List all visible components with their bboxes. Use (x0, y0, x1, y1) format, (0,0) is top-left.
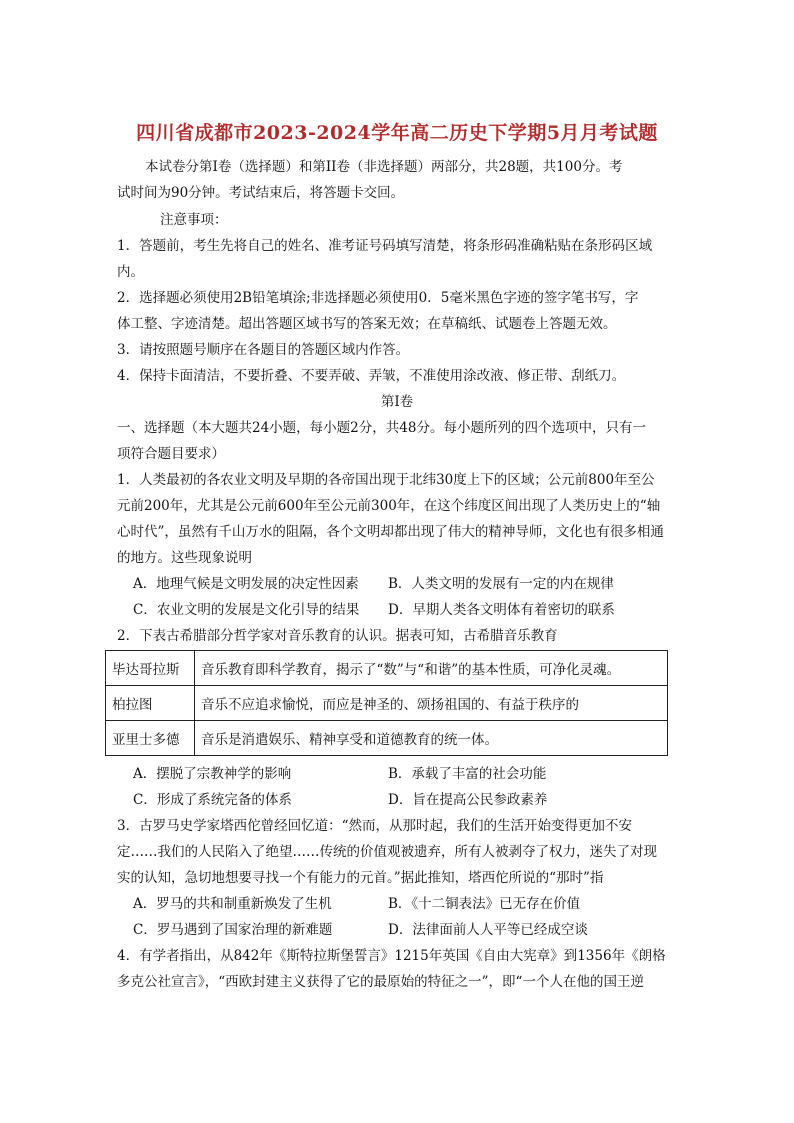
exam-title: 四川省成都市2023-2024学年高二历史下学期5月月考试题 (136, 122, 658, 144)
option-b: B．《十二铜表法》已无存在价值 (388, 896, 581, 912)
notice-item: 1．答题前，考生先将自己的姓名、准考证号码填写清楚，将条形码准确粘贴在条形码区域 (117, 238, 653, 254)
question-4-line: 多克公社宣言》，“西欧封建主义获得了它的最原始的特征之一”，即“一个人在他的国王逆 (117, 974, 644, 990)
intro-line: 试时间为90分钟。考试结束后，将答题卡交回。 (117, 185, 405, 201)
question-2-stem: 2．下表古希腊部分哲学家对音乐教育的认识。据表可知，古希腊音乐教育 (117, 628, 558, 644)
option-c: C．形成了系统完备的体系 (133, 792, 292, 808)
table-row (106, 686, 668, 721)
philosopher-view: 音乐不应追求愉悦，而应是神圣的、颂扬祖国的、有益于秩序的 (195, 686, 668, 721)
philosopher-name: 亚里士多德 (106, 721, 195, 756)
part-heading: 一、选择题（本大题共24小题，每小题2分，共48分。每小题所列的四个选项中，只有一 (117, 420, 646, 436)
option-c: C．罗马遇到了国家治理的新难题 (133, 922, 333, 938)
option-b: B．人类文明的发展有一定的内在规律 (388, 576, 614, 592)
philosopher-name: 柏拉图 (106, 686, 195, 721)
part-heading: 项符合题目要求） (117, 446, 225, 462)
table-row (106, 651, 668, 686)
option-d: D．旨在提高公民参政素养 (388, 792, 548, 808)
option-c: C．农业文明的发展是文化引导的结果 (133, 602, 360, 618)
option-b: B．承载了丰富的社会功能 (388, 766, 547, 782)
notice-item: 2．选择题必须使用2B铅笔填涂;非选择题必须使用0．5毫米黑色字迹的签字笔书写，字 (117, 290, 639, 306)
table-row (106, 721, 668, 756)
question-3-line: 实的认知，急切地想要寻找一个有能力的元首。”据此推知，塔西佗所说的“那时”指 (117, 870, 604, 886)
option-a: A．罗马的共和制重新焕发了生机 (133, 896, 332, 912)
question-3-line: 定……我们的人民陷入了绝望……传统的价值观被遗弃，所有人被剥夺了权力，迷失了对现 (117, 844, 657, 860)
notice-item: 4．保持卡面清洁，不要折叠、不要弄破、弄皱，不准使用涂改液、修正带、刮纸刀。 (117, 368, 626, 384)
option-a: A．地理气候是文明发展的决定性因素 (133, 576, 359, 592)
question-3-line: 3．古罗马史学家塔西佗曾经回忆道：“然而，从那时起，我们的生活开始变得更加不安 (117, 818, 632, 834)
question-1-line: 1．人类最初的各农业文明及早期的各帝国出现于北纬30度上下的区域；公元前800年至公 (117, 472, 655, 488)
intro-line: 本试卷分第I卷（选择题）和第II卷（非选择题）两部分，共28题，共100分。考 (145, 159, 623, 175)
notice-item: 内。 (117, 264, 144, 280)
notice-item: 体工整、字迹清楚。超出答题区域书写的答案无效；在草稿纸、试题卷上答题无效。 (117, 316, 617, 332)
question-1-line: 的地方。这些现象说明 (117, 550, 252, 566)
option-d: D．法律面前人人平等已经成空谈 (388, 922, 588, 938)
question-1-line: 心时代”，虽然有千山万水的阻隔，各个文明却都出现了伟大的精神导师，文化也有很多相通 (117, 524, 664, 540)
philosopher-table (105, 650, 668, 756)
option-d: D．早期人类各文明体有着密切的联系 (388, 602, 615, 618)
philosopher-view: 音乐是消遣娱乐、精神享受和道德教育的统一体。 (195, 721, 668, 756)
philosopher-name: 毕达哥拉斯 (106, 651, 195, 686)
option-a: A．摆脱了宗教神学的影响 (133, 766, 292, 782)
question-1-line: 元前200年，尤其是公元前600年至公元前300年，在这个纬度区间出现了人类历史上的“轴 (117, 498, 661, 514)
notice-heading: 注意事项： (160, 212, 228, 228)
philosopher-view: 音乐教育即科学教育，揭示了“数”与“和谐”的基本性质，可净化灵魂。 (195, 651, 668, 686)
section-label: 第I卷 (380, 394, 414, 410)
question-4-line: 4．有学者指出，从842年《斯特拉斯堡誓言》1215年英国《自由大宪章》到1356年《朗格 (117, 948, 666, 964)
notice-item: 3．请按照题号顺序在各题目的答题区域内作答。 (117, 342, 410, 358)
